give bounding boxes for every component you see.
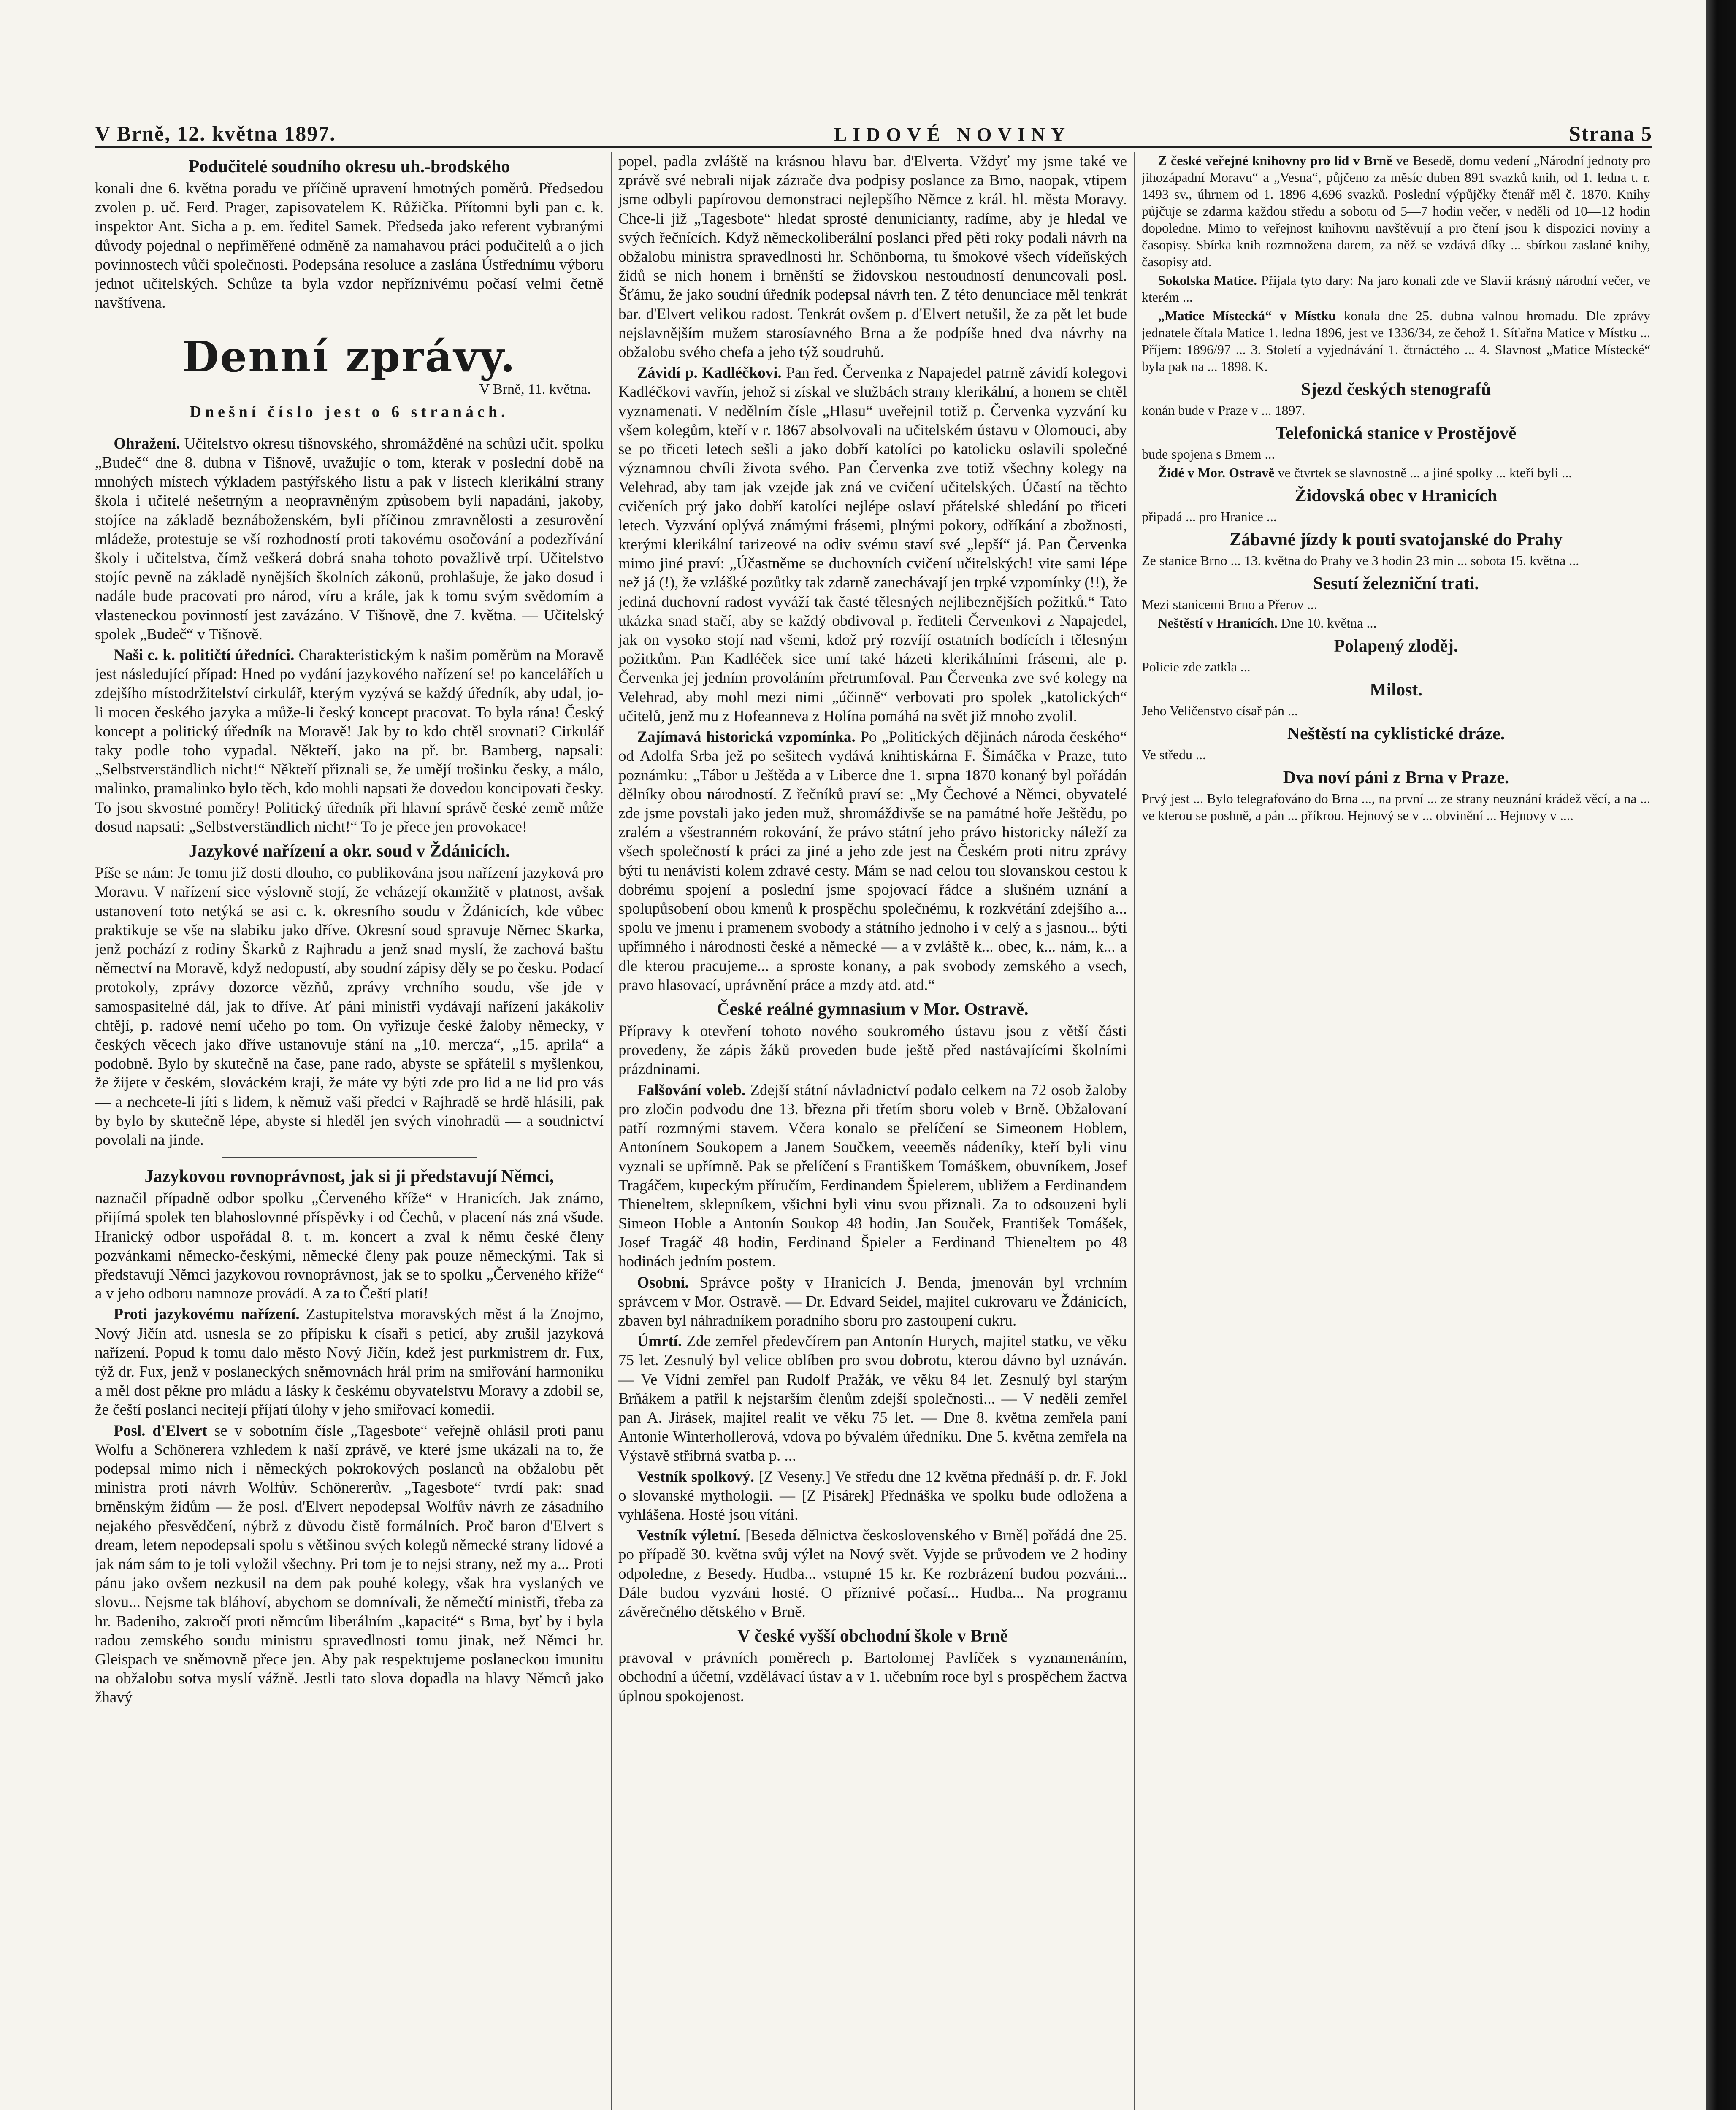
article-heading: Vestník spolkový. bbox=[637, 1468, 754, 1485]
article-heading: Posl. d'Elvert bbox=[114, 1422, 207, 1439]
header-masthead: LIDOVÉ NOVINY bbox=[834, 124, 1071, 145]
column-3 bbox=[1142, 152, 1650, 2110]
article-heading: Neštěstí na cyklistické dráze. bbox=[1287, 724, 1505, 744]
article-heading: Ohražení. bbox=[114, 435, 180, 452]
article-heading: Z české veřejné knihovny pro lid v Brně bbox=[1158, 153, 1392, 168]
article-body: Učitelstvo okresu tišnovského, shromážděné na schůzi učit. spolku „Budeč“ dne 8. dubna v Tišnově, uvažujíc o tom, kterak v poslední době na mnohých místech výkladem pastýřského listu a pak v listech klerikální strany škola i učitelé nešetrným a neopravněným způsobem byli napadáni, jakoby, stojíce na základě beznáboženském, byli příčinou zmravnělosti a zesurovění mládeže, protestuje se vší rozhodností proti takovému osočování a podezřívání školy i učitelstva, čímž veškerá dobrá snaha tohoto považlivě trpí. Učitelstvo stojíc pevně na základě nynějších školních zákonů, prohlašuje, že jako dosud i nadále bude pracovati pro národ, víru a krále, jak k tomu svým svědomím a vlasteneckou povinností jest zavázáno. V Tišnově, dne 7. května. — Učitelský spolek „Budeč“ v Tišnově. bbox=[95, 435, 604, 643]
header-page-number: Strana 5 bbox=[1569, 122, 1652, 145]
article-body: Dne 10. května ... bbox=[1281, 615, 1377, 630]
article-body: se v sobotním čísle „Tagesbote“ veřejně ohlásil proti panu Wolfu a Schönerera vzhledem k naší zprávě, ve které jsme ukázali na to, že podepsal mimo nich i německých pokrokových poslanců na obžalobu pět ministra proti návrh Wolfův. Schönererův. „Tagesbote“ tvrdí pak: snad brněnským židům — že posl. d'Elvert nepodepsal Wolfův návrh ze zásadního nejakého přesvědčení, nýbrž z důvodu čistě formálních. Proč baron d'Elvert s dream, letem nepodepsali spolu s většinou svých kolegů německé strany lidové a jak nám sám to je toli vyložil všechny. Pri tom je to nejsi strany, než my a... Proti pánu jako ovšem nezkusil na dem pak pouhé kolegy, však hra vyslaných ve slovu... Nejsme tak bláhoví, abychom se domnívali, že němečtí ministři, třeba za hr. Badeniho, zakročí proti němcům liberálním „kapacité“ s Brna, byť by i byla radou zemského soudu ministru spravedlnosti tomu jinak, než Němci hr. Gleispach ve sněmovně přece jen. Aby pak respektujeme poslaneckou imunitu na obžalobu sotva myslí vážně. Jestli tato slova dopadla na hlavy Němců jako žhavý bbox=[95, 1422, 604, 1707]
article-heading: V české vyšší obchodní škole v Brně bbox=[737, 1626, 1008, 1646]
column-rule bbox=[611, 152, 612, 2110]
header-dateline: V Brně, 12. května 1897. bbox=[95, 122, 336, 145]
article-heading: Podučitelé soudního okresu uh.-brodského bbox=[188, 157, 510, 176]
page-header bbox=[95, 108, 1652, 148]
article-body: Charakteristickým k našim poměrům na Moravě jest následující případ: Hned po vydání jazykového nařízení se! po kancelářích u zdejšího místodržitelství cirkulář, kterým vyzývá se každý úředník, aby udal, jo-li mocen českého jazyka a může-li český koncept pracovat. To byla rána! Český koncept a politický úředník na Moravě! Jak by to kdo chtěl srovnati? Cirkulář taky podle toho vypadal. Někteří, jako na př. br. Bamberg, napsali: „Selbstverständlich nicht!“ Někteří přiznali se, že umějí trošinku česky, a málo, malinko, pramalinko bylo těch, kdo mohli napsati že dovedou koncipovati česky. To jsou skvostné poměry! Politický úředník při hlavní správě české země může dosud napsati: „Selbstverständlich nicht!“ To je přece jen provokace! bbox=[95, 647, 604, 836]
article-body: připadá ... pro Hranice ... bbox=[1142, 509, 1277, 524]
article-body: Píše se nám: Je tomu již dosti dlouho, co publikována jsou nařízení jazyková pro Moravu. V nařízení sice výslovně stojí, že vcházejí okamžitě v platnost, avšak ustanovení toto netýká se asi c. k. okresního soudu v Ždánicích, kde vůbec praktikuje se vše na slabiku jako dříve. Okresní soud spravuje Němec Skarka, jenž pochází z rodiny Škarků z Rajhradu a jenž snad myslí, že zachová baštu němectví na Moravě, když nedopustí, aby soudní zápisy děly se po česku. Podací protokoly, zprávy dozorce vězňů, zprávy vrchního soudu, vše jde v samospasitelné dál, jak to dříve. Ať páni ministři vydávají nařízení jakákoliv chtějí, p. radové nemí učeho po tom. On vyřizuje české žaloby německy, v českých věcech jako dříve ustanovuje stání na „10. mercza“, „15. aprila“ a podobně. Bylo by skutečně na čase, pane rado, abyste se spřátelil s myšlenkou, že žijete v českém, slováckém kraji, že máte vy býti zde pro lid a ne lid pro vás — a nechcete-li jíti s lidem, k němuž vaši předci v Rajhradě se hrdě hlásili, pak by bylo by skutečně lépe, abyste si hleděl jen svých vinohradů — a soudnictví povolali na jinde. bbox=[95, 864, 604, 1149]
article-body: Jeho Veličenstvo císař pán ... bbox=[1142, 703, 1298, 718]
article-body: [Z Veseny.] Ve středu dne 12 května přednáší p. dr. F. Jokl o slovanské mythologii. — [Z Pisárek] Přednáška ve spolku bude odložena a vyhlášena. Hosté jsou vítáni. bbox=[618, 1468, 1127, 1524]
article-heading: Židovská obec v Hranicích bbox=[1295, 486, 1498, 506]
article-heading: Zajímavá historická vzpomínka. bbox=[637, 728, 856, 746]
article-body: Po „Politických dějinách národa českého“ od Adolfa Srba jež po sešitech vydává knihtiskárna F. Šimáčka v Praze, tuto poznámku: „Tábor u Ještěda a v Liberce dne 1. srpna 1870 konaný byl pořádán dělníky obou národností. Z řečníků praví se: „My Čechové a Němci, obyvatelé zde jsme povstali jako jeden muž, shromáždivše se na památné hoře Ještědu, po zralém a všestranném rokování, že právo státní jeho právo historicky náleží za všech společností k práci za jiné a jeho zde jest na Českém proti nitru zprávy býti tu nenávisti kolem zdravé cesty. Mám se nad celou tou slovanskou cestou k dobrému spojení a poslední jsme spojovací řádce a slušném uznání a spolupůsobení obou kmenů k prospěchu společnému, k rozkvétání zdejšího a... spolu ve jmenu i pramenem svobody a státního jednoho i v celý a s jasnou... býti upřímného i národnosti české a německé — a v zvláště k... obec, k... nám, k... a dle kterou pracujeme... a sproste konany, a pak svobody zemského a vsech, pravo hlasovací, uprávnění práce a mzdy atd. atd.“ bbox=[618, 728, 1127, 994]
section-dateline: V Brně, 11. května. bbox=[479, 381, 591, 398]
article-heading: Falšování voleb. bbox=[637, 1081, 746, 1099]
article-heading: Osobní. bbox=[637, 1274, 689, 1291]
article-body: Přijala tyto dary: Na jaro konali zde ve Slavii krásný národní večer, ve kterém ... bbox=[1142, 273, 1650, 305]
article-body: Zastupitelstva moravských měst á la Znojmo, Nový Jičín atd. usnesla se zo přípisku k císaři s peticí, aby zrušil jazyková nařízení. Popud k tomu dalo město Nový Jičín, kdež jest purkmistrem dr. Fux, týž dr. Fux, jenž v poslaneckých sněmovnách hrál prim na smiřování harmoniku a měl dost pěkne pro mládu a lásky k českému obyvatelstvu Moravy a zdobil se, že čeští poslanci necitejí příjatí úlohy v jeho smiřovací komedii. bbox=[95, 1306, 604, 1419]
article-heading: Židé v Mor. Ostravě bbox=[1158, 465, 1275, 480]
article-heading: Zábavné jízdy k pouti svatojanské do Prahy bbox=[1230, 530, 1563, 549]
article-body: Zde zemřel předevčírem pan Antonín Hurych, majitel statku, ve věku 75 let. Zesnulý byl velice oblíben pro svou dobrotu, kterou dávno byl uznáván. — Ve Vídni zemřel pan Rudolf Pražák, ve věku 84 let. Zesnulý byl starým Brňákem a patřil k nejstarším členům zdejší společnosti... — V neděli zemřel pan A. Jirásek, majitel realit ve věku 75 let. — Dne 8. května zemřela paní Antonie Winterhollerová, vdova po bývalém úředníku. Dne 5. května zemřela na Výstavě stříbrná svatba p. ... bbox=[618, 1333, 1127, 1465]
article-body: pravoval v právních poměrech p. Bartolomej Pavlíček s vyznamenáním, obchodní a účetní, vzdělávací ústav a v 1. učebním roce byl s prospěchem žactva úplnou spokojenost. bbox=[618, 1649, 1127, 1705]
article-heading: Telefonická stanice v Prostějově bbox=[1276, 424, 1517, 443]
issue-notice: Dnešní číslo jest o 6 stranách. bbox=[190, 403, 509, 421]
article-body: Prvý jest ... Bylo telegrafováno do Brna ..., na první ... ze strany neuznání krádež věcí, a na ... ve kterou se poshně, a pán ... příkrou. Hejnový se v ... obvinění ... Hejnovy v .... bbox=[1142, 791, 1650, 823]
column-rule bbox=[1134, 152, 1135, 2110]
article-body: popel, padla zvláště na krásnou hlavu bar. d'Elverta. Vždyť my jsme také ve zprávě své nebrali nijak zázrače dva podpisy poslance za Brno, naopak, vtipem jsme odbyli papírovou demonstraci nejlepšího Němce z král. hl. města Moravy. Chce-li již „Tagesbote“ hledat sprosté denunicianty, radíme, aby je hledal ve svých řečnících. Když německoliberální poslanci před pěti roky podali návrh na obžalobu ministra spravedlnosti hr. Schönborna, tu šmokové všech vídeňských židů se nich honem i brněnští se židovskou nestoudností denuncovali posl. Šťámu, že jako soudní úředník podepsal návrh ten. Z této denunciace měl tenkrát bar. d'Elvert velikou radost. Tenkrát ovšem p. d'Elvert netušil, že za pět let bude nejslavnějším mužem starosíavného Brna a že podpíše hned dva návrhy na obžalobu svého chefa a jeho týž soudruhů. bbox=[618, 153, 1127, 361]
article-heading: Dva noví páni z Brna v Praze. bbox=[1283, 768, 1509, 787]
article-heading: Naši c. k. političtí úředníci. bbox=[114, 647, 295, 664]
article-heading: Jazykovou rovnoprávnost, jak si ji představují Němci, bbox=[144, 1167, 554, 1187]
article-body: konali dne 6. května poradu ve příčině upravení hmotných poměrů. Předsedou zvolen p. uč. Ferd. Prager, zapisovatelem K. Růžička. Přítomni byli pan c. k. inspektor Ant. Sicha a p. em. ředitel Samek. Předseda jako referent vybranými důvody pojednal o nepřiměřené odměně za namahavou práci podučitelů a o jich povinnostech vůči společnosti. Podepsána resoluce a zaslána Ústřednímu výboru jednot učitelských. Schůze ta byla vzdor nepříznivému počasí velmi četně navštívena. bbox=[95, 180, 604, 312]
column-2 bbox=[618, 152, 1127, 2110]
article-heading: Závidí p. Kadléčkovi. bbox=[637, 364, 782, 382]
article-body: konán bude v Praze v ... 1897. bbox=[1142, 403, 1305, 418]
article-heading: České reálné gymnasium v Mor. Ostravě. bbox=[717, 999, 1029, 1019]
article-heading: Neštěstí v Hranicích. bbox=[1158, 615, 1278, 630]
article-body: ve čtvrtek se slavnostně ... a jiné spolky ... kteří byli ... bbox=[1278, 465, 1572, 480]
separator bbox=[222, 1157, 477, 1158]
article-body: Zdejší státní návladnictví podalo celkem na 72 osob žaloby pro zločin podvodu dne 13. března při třetím sboru voleb v Brně. Obžalovaní patří rozmnými stavem. Včera konalo se přelíčení se Simeonem Hoblem, Antonínem Soukopem a Janem Součkem, veeeměs nádeníky, kteří byli vinu vyznali se upřímně. Pak se přelíčení s Františkem Tomáškem, obuvníkem, Josef Tragáčem, kupeckým příručím, Ferdinandem Špielerem, ubližem a Ferdinandem Thieneltem, sklepníkem, všichni byli vinu svou přiznali. Za to odsouzeni byli Simeon Hoble a Antonín Soukop 48 hodin, Jan Souček, František Tomášek, Josef Tragáč 48 hodin, Ferdinand Špieler a Ferdinand Thieneltem po 48 hodinách jedním postem. bbox=[618, 1081, 1127, 1271]
article-heading: Polapený zloděj. bbox=[1334, 636, 1458, 656]
column-1 bbox=[95, 152, 604, 2110]
article-body: Ve středu ... bbox=[1142, 747, 1206, 762]
article-body: Pan řed. Červenka z Napajedel patrně závidí kolegovi Kadléčkovi vavřín, jehož si získal ve službách strany klerikální, a honem se chtěl vyznamenati. V nedělním čísle „Hlasu“ uveřejnil totiž p. Červenka vyzvání ku všem kolegům, kteří v r. 1867 absolvovali na učitelském ústavu v Olomouci, aby se po třiceti letech sešli a jako dobří katolíci po katolicku oslavili společné významnou chvíli života svého. Pan Červenka zve totiž všechny kolegy na Velehrad, aby tam jak vzejde jak zná ve cvičení učitelských. Účastí na těchto cvičeních prý jako dobří katolíci nejlépe oslaví přátelské shledání po třiceti letech. Vyzvání oplývá známými frásemi, plnými pokory, odříkání a zbožnosti, kterými klerikální tarizeové na odiv svému staví své „lepší“ já. Pan Červenka mimo jiné praví: „Účastněme se duchovních cvičení učitelských! vite sami lépe než já (!), že vzlášké pozůtky tak zdarně zanechávají jen trpké vzpomínky (!!), že jediná duchovní radost vyváží tak časté tělesných nejlibeznějších požitků.“ Tato ukázka snad stačí, aby se každý obdivoval p. řediteli Červenkovi z Napajedel, jak on vysoko stojí nad všemi, kdož prý rozvíjí ostatních bodících i tělesným požitkům. Pan Kadléček sice umí také házeti klerikálními frásemi, ale p. Červenka jej jedním provoláním přetrumfoval. Pan Červenka zve své kolegy na Velehrad, aby mohl mezi nimi „účinně“ verbovati pro spolek „katolických“ učitelů, jenž mu z Hofeanneva z Holína pomáhá na svět již mnoho zvolil. bbox=[618, 364, 1127, 725]
article-body: Policie zde zatkla ... bbox=[1142, 659, 1251, 674]
article-body: Ze stanice Brno ... 13. května do Prahy ve 3 hodin 23 min ... sobota 15. května ... bbox=[1142, 553, 1579, 568]
article-body: [Beseda dělnictva československého v Brně] pořádá dne 25. po případě 30. května svůj výlet na Nový svět. Vyjde se průvodem ve 2 hodiny odpoledne, z Besedy. Hudba... vstupné 15 kr. Ke rozbrázení budou pozváni... Dále budou vyzváni hosté. O příznivé počasí... Hudba... Na programu závěrečného dětského v Brně. bbox=[618, 1527, 1127, 1621]
article-body: Správce pošty v Hranicích J. Benda, jmenován byl vrchním správcem v Mor. Ostravě. — Dr. Edvard Seidel, majitel cukrovaru ve Ždánicích, zbaven byl náhradníkem poradního sboru pro zastoupení cukru. bbox=[618, 1274, 1127, 1329]
article-body: Mezi stanicemi Brno a Přerov ... bbox=[1142, 597, 1317, 612]
scan-edge bbox=[1706, 0, 1736, 2110]
article-heading: Úmrtí. bbox=[637, 1333, 682, 1350]
article-heading: Jazykové nařízení a okr. soud v Ždánicích. bbox=[188, 841, 510, 861]
article-heading: Vestník výletní. bbox=[637, 1527, 741, 1545]
article-heading: Milost. bbox=[1370, 680, 1422, 700]
article-body: naznačil případně odbor spolku „Červeného kříže“ v Hranicích. Jak známo, přijímá spolek ten blahoslovnné příspěvky i od Čechů, v placení nás zná všude. Hranický odbor uspořádal 8. t. m. koncert a zval k němu české členy pozvánkami německo-českými, německé členy pak pouze německými. Tak si představují Němci jazykovou rovnoprávnost, jak se to spolku „Červeného kříže“ a v jeho odboru namnoze provádí. A za to Čeští platí! bbox=[95, 1190, 604, 1303]
article-heading: Proti jazykovému nařízení. bbox=[114, 1306, 300, 1323]
article-body: ve Besedě, domu vedení „Národní jednoty pro jihozápadní Moravu“ a „Vesna“, půjčeno za měsíc duben 891 svazků knih, od 1. ledna t. r. 1493 sv., úhrnem od 1. 1896 4,696 svazků. Poslední výpůjčky čtenář měl č. 1870. Knihy půjčuje se zdarma každou středu a sobotu od 5—7 hodin večer, v neděli od 10—12 hodin dopoledne. Mimo to veřejnost knihovnu navštěvují a pro čtení jsou k dispozici noviny a časopisy. Sbírka knih rozmnožena darem, za něž se vzdává díky ... sbírkou zaslané knihy, časopisy atd. bbox=[1142, 153, 1650, 269]
section-title: Denní zprávy. bbox=[182, 332, 517, 382]
article-body: Přípravy k otevření tohoto nového soukromého ústavu jsou z větší části provedeny, že zápis žáků proveden bude ještě před nastávajícími školními prázdninami. bbox=[618, 1022, 1127, 1078]
article-heading: Sjezd českých stenografů bbox=[1301, 380, 1491, 399]
article-body: konala dne 25. dubna valnou hromadu. Dle zprávy jednatele čítala Matice 1. ledna 1896, jest ve 1336/34, ze čehož 1. Síťařna Matice v Místku ... Příjem: 1896/97 ... 3. Století a vyjednávání 1. čtrnáctého ... 4. Slavnost „Matice Místecké“ byla pak na ... 1898. K. bbox=[1142, 308, 1650, 374]
article-body: bude spojena s Brnem ... bbox=[1142, 446, 1275, 462]
article-heading: „Matice Místecká“ v Místku bbox=[1158, 308, 1336, 323]
article-heading: Sesutí železniční trati. bbox=[1313, 574, 1479, 593]
article-heading: Sokolska Matice. bbox=[1158, 273, 1257, 288]
